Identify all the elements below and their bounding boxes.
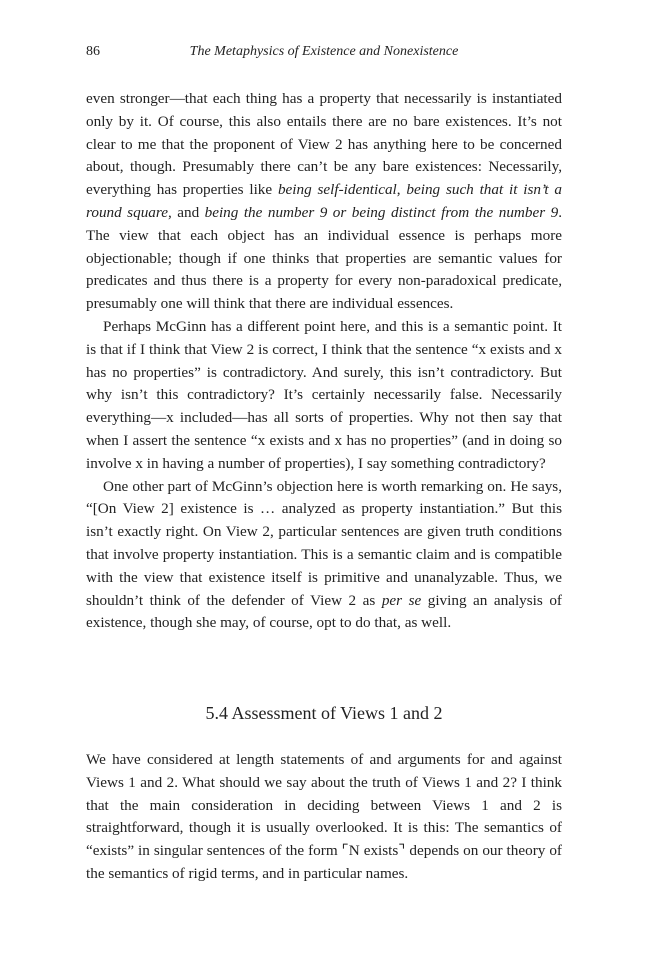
- italic-run: being such that it isn’t a round square: [86, 181, 562, 221]
- text-run: giving an analysis of existence, though she may, of course, opt to do that, as well.: [86, 591, 562, 632]
- section-body-text: [86, 749, 562, 886]
- running-title: The Metaphysics of Existence and Nonexistence: [189, 44, 459, 59]
- paragraph: [86, 316, 562, 476]
- running-header: [86, 44, 562, 66]
- text-run: We have considered at length statements of and arguments for and against Views 1 and 2. What should we say about the truth of Views 1 and 2? I think that the main consideration in deciding between Views 1 and 2 is straightforward, though it is usually overlooked. It is this: The semantics of “exists” in singular sentences of the form ⌜N exists⌝ depends on our theory of the semantics of rigid terms, and in particular names.: [86, 751, 562, 882]
- paragraph: [86, 749, 562, 886]
- body-text: [86, 88, 562, 635]
- text-run: Perhaps McGinn has a different point here, and this is a semantic point. It is that if I think that View 2 is correct, I think that the sentence “x exists and x has no properties” is contradictory. And surely, this isn’t contradictory. But why isn’t this contradictory? It’s certainly necessarily false. Necessarily everything—x included—has all sorts of properties. Why not then say that when I assert the sentence “x exists and x has no properties” (and in doing so involve x in having a number of properties), I say something contradictory?: [86, 317, 562, 472]
- section-heading: 5.4 Assessment of Views 1 and 2: [205, 703, 443, 723]
- text-run: One other part of McGinn’s objection here is worth remarking on. He says, “[On View 2] existence is … analyzed as property instantiation.” But this isn’t exactly right. On View 2, particular sentences are given truth conditions that involve property instantiation. This is a semantic claim and is compatible with the view that existence itself is primitive and unanalyzable. Thus, we shouldn’t think of the defender of View 2 as: [86, 477, 562, 609]
- italic-run: being self-identical: [277, 181, 397, 199]
- paragraph: [86, 476, 562, 636]
- text-run: , and: [167, 203, 205, 221]
- text-run: even stronger—that each thing has a property that necessarily is instantiated only by it. Of course, this also entails there are no bare existences. It’s not clear to me that the proponent of View 2 has anything here to be concerned about, though. Presumably there can’t be any bare existences: Necessarily, everything has properties like: [86, 90, 562, 199]
- paragraph: [86, 88, 562, 316]
- text-run: ,: [396, 181, 407, 199]
- text-run: . The view that each object has an individual essence is perhaps more objectionable; though if one thinks that properties are semantic values for predicates and thus there is a property for every non-paradoxical predicate, presumably one will think that there are individual essences.: [86, 203, 562, 313]
- page-number: 86: [86, 44, 100, 59]
- italic-run: per se: [381, 591, 422, 609]
- italic-run: being the number 9 or being distinct from the number 9: [204, 203, 559, 221]
